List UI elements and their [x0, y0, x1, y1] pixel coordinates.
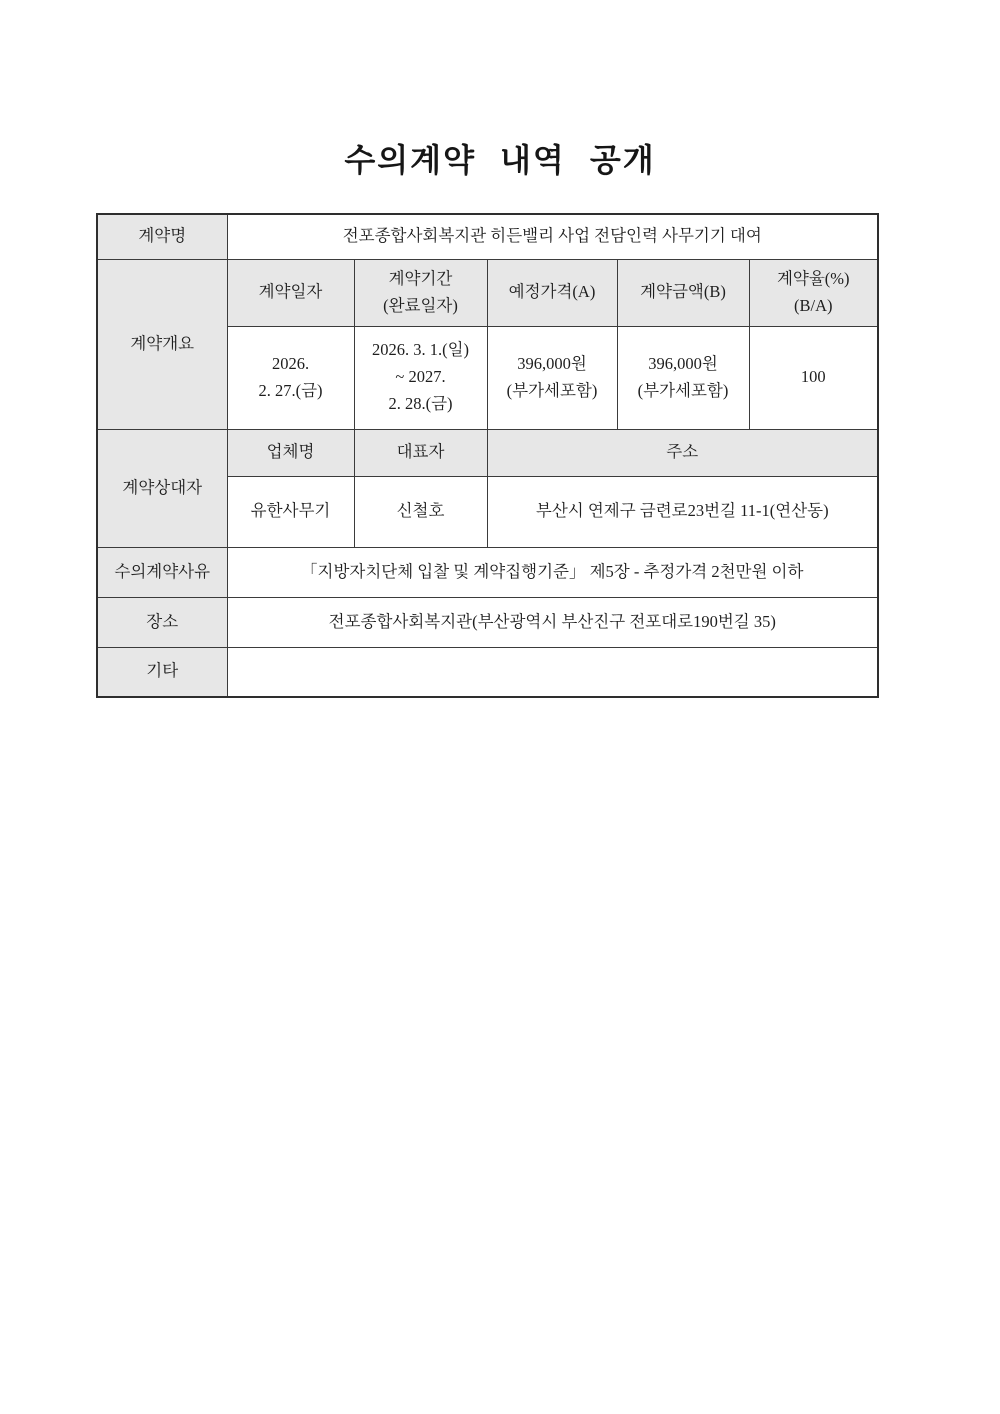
overview-contract-date-line2: 2. 27.(금)	[258, 380, 323, 400]
overview-header-contract-date: 계약일자	[227, 259, 354, 326]
page-title: 수의계약 내역 공개	[344, 142, 656, 178]
party-header-address: 주소	[487, 429, 878, 476]
reason-label: 수의계약사유	[97, 547, 227, 597]
overview-estimated-price-value	[487, 326, 617, 429]
overview-contract-amount-value	[617, 326, 749, 429]
overview-contract-amount-line2: (부가세포함)	[637, 380, 729, 400]
contract-name-label: 계약명	[97, 214, 227, 259]
reason-value: 「지방자치단체 입찰 및 계약집행기준」 제5장 - 추정가격 2천만원 이하	[227, 547, 878, 597]
contract-table	[96, 213, 879, 698]
party-header-representative: 대표자	[354, 429, 487, 476]
overview-header-estimated-price: 예정가격(A)	[487, 259, 617, 326]
overview-contract-date-value	[227, 326, 354, 429]
reason-row	[97, 547, 878, 597]
overview-header-contract-period	[354, 259, 487, 326]
place-value: 전포종합사회복지관(부산광역시 부산진구 전포대로190번길 35)	[227, 597, 878, 647]
etc-label: 기타	[97, 647, 227, 697]
etc-value	[227, 647, 878, 697]
overview-contract-period-line2: ~ 2027.	[395, 367, 446, 387]
contract-name-row	[97, 214, 878, 259]
etc-row	[97, 647, 878, 697]
overview-header-contract-amount: 계약금액(B)	[617, 259, 749, 326]
party-header-company: 업체명	[227, 429, 354, 476]
party-representative-value: 신철호	[354, 476, 487, 547]
overview-contract-period-line1: 2026. 3. 1.(일)	[371, 340, 470, 360]
place-label: 장소	[97, 597, 227, 647]
overview-header-contract-rate	[749, 259, 878, 326]
overview-contract-period-line3: 2. 28.(금)	[388, 393, 453, 413]
overview-contract-period-value	[354, 326, 487, 429]
overview-header-contract-period-line2: (완료일자)	[383, 295, 458, 315]
overview-header-row	[97, 259, 878, 326]
overview-estimated-price-line2: (부가세포함)	[506, 380, 598, 400]
place-row	[97, 597, 878, 647]
overview-header-contract-period-line1: 계약기간	[388, 268, 453, 288]
overview-contract-amount-line1: 396,000원	[648, 353, 718, 373]
overview-header-contract-rate-line2: (B/A)	[794, 295, 833, 315]
party-company-value: 유한사무기	[227, 476, 354, 547]
overview-contract-rate-value: 100	[749, 326, 878, 429]
overview-estimated-price-line1: 396,000원	[517, 353, 587, 373]
overview-contract-date-line1: 2026.	[271, 353, 310, 373]
party-header-row	[97, 429, 878, 476]
overview-header-contract-rate-line1: 계약율(%)	[776, 268, 850, 288]
party-label: 계약상대자	[97, 429, 227, 547]
overview-label: 계약개요	[97, 259, 227, 429]
party-address-value: 부산시 연제구 금련로23번길 11-1(연산동)	[487, 476, 878, 547]
contract-name-value: 전포종합사회복지관 히든밸리 사업 전담인력 사무기기 대여	[227, 214, 878, 259]
